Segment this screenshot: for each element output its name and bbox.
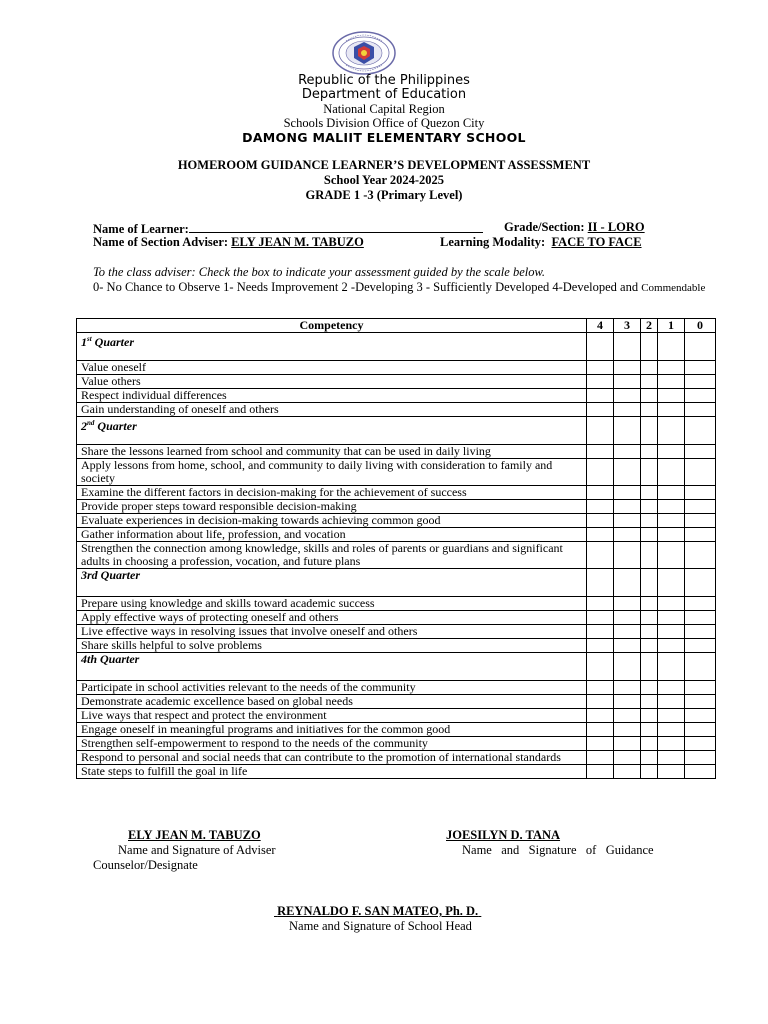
score-header-0: 0 xyxy=(685,319,716,333)
table-row xyxy=(77,389,716,403)
head-signature-name-text: REYNALDO F. SAN MATEO, Ph. D. xyxy=(277,904,479,918)
adviser-row xyxy=(93,235,364,250)
score-cell[interactable] xyxy=(685,514,716,528)
score-cell[interactable] xyxy=(658,375,685,389)
score-cell[interactable] xyxy=(685,403,716,417)
competency-text: Strengthen self-empowerment to respond to the needs of the community xyxy=(77,737,587,751)
instructions-text: To the class adviser: Check the box to indicate your assessment guided by the scale below. xyxy=(93,265,545,279)
table-row xyxy=(77,459,716,486)
table-row xyxy=(77,751,716,765)
score-cell[interactable] xyxy=(587,751,614,765)
score-cell[interactable] xyxy=(587,514,614,528)
score-cell[interactable] xyxy=(614,751,641,765)
modality-row xyxy=(440,235,642,250)
score-cell[interactable] xyxy=(614,403,641,417)
score-cell[interactable] xyxy=(658,695,685,709)
score-cell[interactable] xyxy=(614,361,641,375)
score-cell[interactable] xyxy=(685,375,716,389)
table-row xyxy=(77,500,716,514)
score-cell[interactable] xyxy=(587,639,614,653)
score-cell[interactable] xyxy=(658,625,685,639)
score-cell[interactable] xyxy=(641,765,658,779)
score-cell[interactable] xyxy=(685,417,716,445)
score-cell[interactable] xyxy=(587,723,614,737)
score-cell[interactable] xyxy=(614,459,641,486)
score-cell[interactable] xyxy=(641,528,658,542)
quarter-label-3: 3rd Quarter xyxy=(77,569,587,597)
score-cell[interactable] xyxy=(587,500,614,514)
modality-value: FACE TO FACE xyxy=(551,235,642,249)
competency-text: Engage oneself in meaningful programs and initiatives for the common good xyxy=(77,723,587,737)
score-cell[interactable] xyxy=(641,542,658,569)
score-cell[interactable] xyxy=(658,486,685,500)
score-cell[interactable] xyxy=(614,681,641,695)
score-cell[interactable] xyxy=(658,459,685,486)
score-cell[interactable] xyxy=(641,403,658,417)
score-cell[interactable] xyxy=(587,709,614,723)
score-cell[interactable] xyxy=(658,403,685,417)
learner-name-label: Name of Learner: xyxy=(93,222,189,236)
score-cell[interactable] xyxy=(614,389,641,403)
score-cell[interactable] xyxy=(614,625,641,639)
grade-level: GRADE 1 -3 (Primary Level) xyxy=(305,188,463,202)
competency-text: Respond to personal and social needs that can contribute to the promotion of international standards xyxy=(77,751,587,765)
score-cell[interactable] xyxy=(685,528,716,542)
score-cell[interactable] xyxy=(685,681,716,695)
head-signature-name xyxy=(274,904,481,919)
score-cell[interactable] xyxy=(587,417,614,445)
score-cell[interactable] xyxy=(641,333,658,361)
score-cell[interactable] xyxy=(685,361,716,375)
score-header-3: 3 xyxy=(614,319,641,333)
score-cell[interactable] xyxy=(658,681,685,695)
table-row xyxy=(77,611,716,625)
score-cell[interactable] xyxy=(614,333,641,361)
competency-text: Demonstrate academic excellence based on global needs xyxy=(77,695,587,709)
score-cell[interactable] xyxy=(641,417,658,445)
score-cell[interactable] xyxy=(587,765,614,779)
head-signature-caption: Name and Signature of School Head xyxy=(289,919,472,933)
score-cell[interactable] xyxy=(641,625,658,639)
score-cell[interactable] xyxy=(587,389,614,403)
score-cell[interactable] xyxy=(658,542,685,569)
score-cell[interactable] xyxy=(658,417,685,445)
quarter-row-3 xyxy=(77,569,716,597)
score-cell[interactable] xyxy=(587,737,614,751)
grade-section-label: Grade/Section: xyxy=(504,220,585,234)
score-cell[interactable] xyxy=(587,597,614,611)
competency-text: Gather information about life, profession, and vocation xyxy=(77,528,587,542)
score-cell[interactable] xyxy=(587,569,614,597)
score-cell[interactable] xyxy=(685,625,716,639)
score-header-1: 1 xyxy=(658,319,685,333)
score-cell[interactable] xyxy=(685,639,716,653)
adviser-signature-caption: Name and Signature of Adviser xyxy=(118,843,276,857)
score-cell[interactable] xyxy=(685,765,716,779)
form-title: HOMEROOM GUIDANCE LEARNER’S DEVELOPMENT ASSESSMENT xyxy=(177,158,591,172)
score-cell[interactable] xyxy=(658,361,685,375)
score-cell[interactable] xyxy=(587,611,614,625)
score-cell[interactable] xyxy=(685,709,716,723)
score-cell[interactable] xyxy=(614,486,641,500)
score-cell[interactable] xyxy=(641,445,658,459)
score-cell[interactable] xyxy=(614,737,641,751)
score-cell[interactable] xyxy=(614,653,641,681)
table-header-row xyxy=(77,319,716,333)
score-cell[interactable] xyxy=(587,681,614,695)
score-cell[interactable] xyxy=(587,333,614,361)
modality-label: Learning Modality: xyxy=(440,235,546,249)
competency-text: Value oneself xyxy=(77,361,587,375)
score-cell[interactable] xyxy=(614,528,641,542)
score-cell[interactable] xyxy=(587,625,614,639)
rating-scale xyxy=(93,280,705,295)
competency-text: Examine the different factors in decision-making for the achievement of success xyxy=(77,486,587,500)
score-cell[interactable] xyxy=(641,486,658,500)
competency-text: Live effective ways in resolving issues that involve oneself and others xyxy=(77,625,587,639)
score-cell[interactable] xyxy=(658,445,685,459)
score-cell[interactable] xyxy=(587,375,614,389)
quarter-1-word: Quarter xyxy=(94,335,135,349)
score-cell[interactable] xyxy=(641,639,658,653)
score-cell[interactable] xyxy=(641,737,658,751)
score-cell[interactable] xyxy=(587,445,614,459)
score-cell[interactable] xyxy=(685,653,716,681)
score-cell[interactable] xyxy=(685,500,716,514)
score-cell[interactable] xyxy=(587,542,614,569)
table-row xyxy=(77,597,716,611)
score-cell[interactable] xyxy=(614,695,641,709)
score-cell[interactable] xyxy=(685,597,716,611)
competency-text: Live ways that respect and protect the environment xyxy=(77,709,587,723)
quarter-2-number: 2 xyxy=(81,419,87,433)
score-cell[interactable] xyxy=(658,709,685,723)
table-row xyxy=(77,486,716,500)
quarter-label-4: 4th Quarter xyxy=(77,653,587,681)
score-cell[interactable] xyxy=(614,765,641,779)
competency-text: Evaluate experiences in decision-making towards achieving common good xyxy=(77,514,587,528)
grade-section-value: II - LORO xyxy=(587,220,645,234)
score-cell[interactable] xyxy=(685,695,716,709)
table-row xyxy=(77,765,716,779)
score-cell[interactable] xyxy=(641,751,658,765)
competency-text: Apply effective ways of protecting oneself and others xyxy=(77,611,587,625)
score-cell[interactable] xyxy=(641,597,658,611)
school-year: School Year 2024-2025 xyxy=(323,173,445,187)
score-cell[interactable] xyxy=(658,737,685,751)
table-row xyxy=(77,625,716,639)
score-cell[interactable] xyxy=(685,569,716,597)
score-cell[interactable] xyxy=(614,375,641,389)
score-cell[interactable] xyxy=(641,389,658,403)
competency-table xyxy=(76,318,716,779)
score-cell[interactable] xyxy=(658,514,685,528)
adviser-signature-name: ELY JEAN M. TABUZO xyxy=(128,828,261,842)
quarter-label-1 xyxy=(77,333,587,361)
quarter-2-word: Quarter xyxy=(97,419,137,433)
counselor-signature-caption-cont: Counselor/Designate xyxy=(93,858,198,872)
competency-text: Gain understanding of oneself and others xyxy=(77,403,587,417)
competency-text: Value others xyxy=(77,375,587,389)
score-cell[interactable] xyxy=(658,333,685,361)
score-cell[interactable] xyxy=(658,500,685,514)
score-cell[interactable] xyxy=(658,389,685,403)
score-cell[interactable] xyxy=(641,723,658,737)
quarter-label-2 xyxy=(77,417,587,445)
competency-text: Apply lessons from home, school, and community to daily living with consideration to family and society xyxy=(77,459,587,486)
quarter-row-1 xyxy=(77,333,716,361)
competency-text: Share the lessons learned from school and community that can be used in daily living xyxy=(77,445,587,459)
competency-text: State steps to fulfill the goal in life xyxy=(77,765,587,779)
quarter-row-2 xyxy=(77,417,716,445)
competency-text: Prepare using knowledge and skills toward academic success xyxy=(77,597,587,611)
score-cell[interactable] xyxy=(658,569,685,597)
score-cell[interactable] xyxy=(685,333,716,361)
score-cell[interactable] xyxy=(614,639,641,653)
score-cell[interactable] xyxy=(658,751,685,765)
table-row xyxy=(77,528,716,542)
quarter-2-suffix: nd xyxy=(87,419,95,427)
score-cell[interactable] xyxy=(658,765,685,779)
score-cell[interactable] xyxy=(641,514,658,528)
score-cell[interactable] xyxy=(641,695,658,709)
region-line: National Capital Region xyxy=(323,102,445,116)
score-cell[interactable] xyxy=(587,361,614,375)
score-cell[interactable] xyxy=(685,389,716,403)
score-cell[interactable] xyxy=(614,500,641,514)
score-cell[interactable] xyxy=(587,528,614,542)
adviser-value: ELY JEAN M. TABUZO xyxy=(231,235,364,249)
table-row xyxy=(77,375,716,389)
score-cell[interactable] xyxy=(685,737,716,751)
table-row xyxy=(77,542,716,569)
adviser-label: Name of Section Adviser: xyxy=(93,235,229,249)
score-cell[interactable] xyxy=(587,486,614,500)
score-cell[interactable] xyxy=(658,611,685,625)
score-cell[interactable] xyxy=(685,751,716,765)
score-cell[interactable] xyxy=(614,514,641,528)
score-cell[interactable] xyxy=(685,486,716,500)
score-cell[interactable] xyxy=(587,459,614,486)
deped-seal-logo xyxy=(332,31,396,75)
score-cell[interactable] xyxy=(685,611,716,625)
score-cell[interactable] xyxy=(641,361,658,375)
table-row xyxy=(77,723,716,737)
score-cell[interactable] xyxy=(587,403,614,417)
score-cell[interactable] xyxy=(658,597,685,611)
score-cell[interactable] xyxy=(587,653,614,681)
score-cell[interactable] xyxy=(614,709,641,723)
score-header-2: 2 xyxy=(641,319,658,333)
score-cell[interactable] xyxy=(614,569,641,597)
score-cell[interactable] xyxy=(614,723,641,737)
score-cell[interactable] xyxy=(685,445,716,459)
table-row xyxy=(77,695,716,709)
table-row xyxy=(77,361,716,375)
score-cell[interactable] xyxy=(641,611,658,625)
department-line: Department of Education xyxy=(301,87,467,102)
score-cell[interactable] xyxy=(614,611,641,625)
rating-scale-tail: Commendable xyxy=(641,282,706,294)
quarter-1-number: 1 xyxy=(81,335,87,349)
score-cell[interactable] xyxy=(614,597,641,611)
table-row xyxy=(77,737,716,751)
quarter-row-4 xyxy=(77,653,716,681)
score-cell[interactable] xyxy=(641,653,658,681)
learner-name-field[interactable] xyxy=(189,220,483,233)
score-cell[interactable] xyxy=(685,723,716,737)
score-cell[interactable] xyxy=(641,459,658,486)
score-cell[interactable] xyxy=(641,709,658,723)
score-cell[interactable] xyxy=(658,528,685,542)
table-row xyxy=(77,681,716,695)
score-cell[interactable] xyxy=(614,417,641,445)
score-cell[interactable] xyxy=(685,459,716,486)
division-line: Schools Division Office of Quezon City xyxy=(283,116,485,130)
table-row xyxy=(77,445,716,459)
score-cell[interactable] xyxy=(658,723,685,737)
competency-text: Provide proper steps toward responsible decision-making xyxy=(77,500,587,514)
table-row xyxy=(77,709,716,723)
counselor-signature-caption: Name and Signature of Guidance xyxy=(462,843,654,857)
competency-text: Participate in school activities relevant to the needs of the community xyxy=(77,681,587,695)
score-cell[interactable] xyxy=(614,445,641,459)
score-cell[interactable] xyxy=(641,569,658,597)
grade-section-row xyxy=(504,220,645,235)
quarter-1-suffix: st xyxy=(87,335,92,343)
table-row xyxy=(77,639,716,653)
counselor-signature-name: JOESILYN D. TANA xyxy=(446,828,561,842)
score-cell[interactable] xyxy=(658,639,685,653)
score-header-4: 4 xyxy=(587,319,614,333)
school-name: DAMONG MALIIT ELEMENTARY SCHOOL xyxy=(242,130,526,145)
score-cell[interactable] xyxy=(587,695,614,709)
score-cell[interactable] xyxy=(641,375,658,389)
rating-scale-text: 0- No Chance to Observe 1- Needs Improvement 2 -Developing 3 - Sufficiently Developed 4-Developed and xyxy=(93,280,639,294)
score-cell[interactable] xyxy=(641,681,658,695)
competency-text: Respect individual differences xyxy=(77,389,587,403)
competency-text: Strengthen the connection among knowledge, skills and roles of parents or guardians and significant adults in choosing a profession, vocation, and future plans xyxy=(77,542,587,569)
table-row xyxy=(77,403,716,417)
score-cell[interactable] xyxy=(641,500,658,514)
competency-text: Share skills helpful to solve problems xyxy=(77,639,587,653)
republic-line: Republic of the Philippines xyxy=(298,73,470,88)
table-row xyxy=(77,514,716,528)
score-cell[interactable] xyxy=(658,653,685,681)
score-cell[interactable] xyxy=(685,542,716,569)
competency-header: Competency xyxy=(77,319,587,333)
score-cell[interactable] xyxy=(614,542,641,569)
